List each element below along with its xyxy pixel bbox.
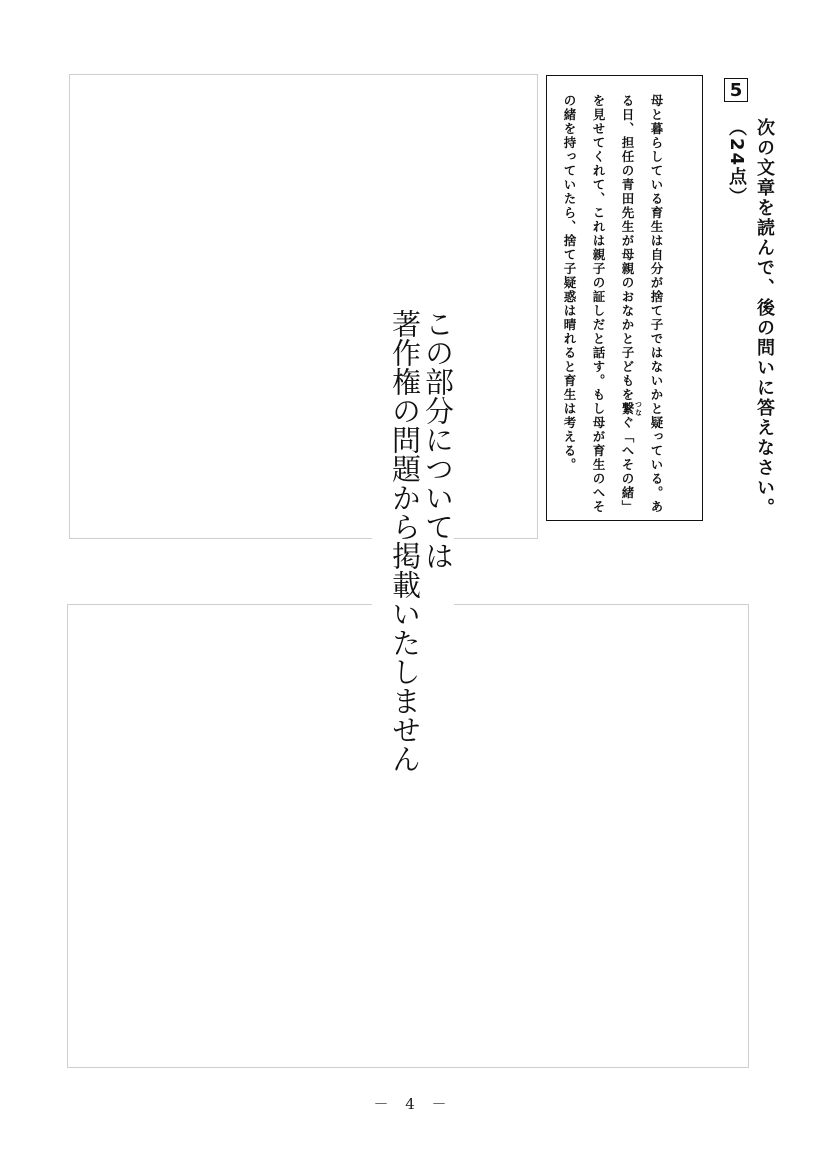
copyright-notice-line-1: この部分については (421, 309, 455, 570)
synopsis-text (555, 94, 671, 514)
question-instruction: 次の文章を読んで、後の問いに答えなさい。（24点） (726, 118, 775, 518)
passage-placeholder-top (69, 74, 538, 539)
synopsis-paragraph: 母と暮らしている育生は自分が捨て子ではないかと疑っている。ある日、担任の青田先生が母親のおなかと子どもを繋 つなぐ「へその緒」を見せてくれて、これは親子の証しだと話す。もし母が育生のへその緒を持っていたら、捨て子疑惑は晴れると育生は考える。 (562, 94, 664, 514)
page-number: － 4 － (373, 1095, 453, 1113)
copyright-notice-line-2: 著作権の問題から掲載いたしません (388, 309, 422, 773)
copyright-notice (372, 305, 454, 785)
question-number: 5 (724, 78, 748, 102)
synopsis-box (546, 75, 703, 521)
ruby-annotation: 繋 つな (620, 400, 643, 418)
